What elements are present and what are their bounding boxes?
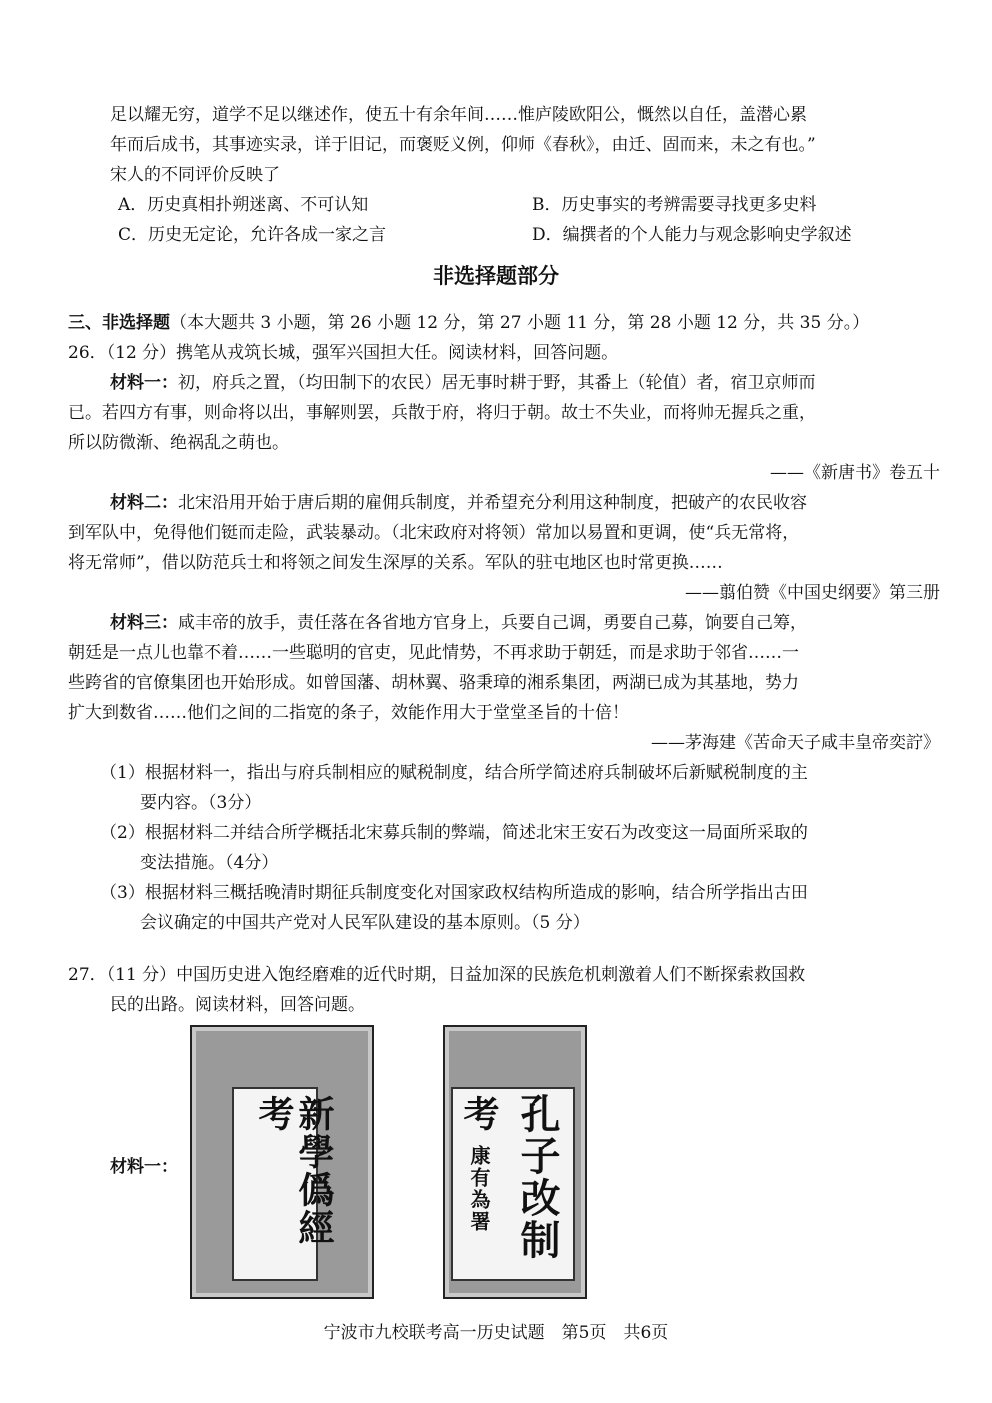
q26-material-3-line-4: 扩大到数省……他们之间的二指宽的条子，效能作用大于堂堂圣旨的十倍！	[68, 703, 629, 723]
option-b: B．历史事实的考辨需要寻找更多史料	[532, 195, 817, 215]
q26-material-3-line-3: 些跨省的官僚集团也开始形成。如曾国藩、胡林翼、骆秉璋的湘系集团，两湖已成为其基地，势力	[68, 673, 799, 693]
q26-material-2-line-1	[110, 488, 807, 518]
q26-material-2-label: 材料二：	[110, 493, 178, 513]
q26-material-1-text-1: 初，府兵之置，（均田制下的农民）居无事时耕于野，其番上（轮值）者，宿卫京师而	[178, 373, 816, 393]
q27-head-line-2: 民的出路。阅读材料，回答问题。	[110, 995, 365, 1015]
q26-question-1-line-2: 要内容。（3分）	[140, 793, 262, 813]
q26-material-3-line-2: 朝廷是一点儿也靠不着……一些聪明的官吏，见此情势，不再求助于朝廷，而是求助于邻省……一	[68, 643, 799, 663]
q27-head-line-1: 27．（11 分）中国历史进入饱经磨难的近代时期，日益加深的民族危机刺激着人们不断探索救国救	[68, 965, 806, 985]
section-3-heading	[68, 308, 869, 338]
q26-material-3-source: ——茅海建《苦命天子咸丰皇帝奕詝》	[651, 733, 940, 753]
book-1-title: 新學僞經考	[253, 1095, 335, 1247]
q26-material-1-line-3: 所以防微渐、绝祸乱之萌也。	[68, 433, 289, 453]
option-d: D．编撰者的个人能力与观念影响史学叙述	[532, 225, 852, 245]
q26-question-2-line-1: （2）根据材料二并结合所学概括北宋募兵制的弊端，简述北宋王安石为改变这一局面所采取的	[100, 823, 808, 843]
intro-line-1: 足以耀无穷，道学不足以继述作，使五十有余年间……惟庐陵欧阳公，慨然以自任，盖潜心累	[110, 105, 807, 125]
q26-question-2-line-2: 变法措施。（4分）	[140, 853, 279, 873]
q26-material-2-line-2: 到军队中，免得他们铤而走险，武装暴动。（北宋政府对将领）常加以易置和更调，使“兵无常将，	[68, 523, 800, 543]
q26-question-3-line-2: 会议确定的中国共产党对人民军队建设的基本原则。（5 分）	[140, 913, 590, 933]
book-2-author: 康有為署	[467, 1145, 491, 1233]
section-3-text: （本大题共 3 小题，第 26 小题 12 分，第 27 小题 11 分，第 28 小题 12 分，共 35 分。）	[170, 313, 870, 333]
book-2-title-slip	[451, 1087, 575, 1281]
book-cover-xinxue-weijing-kao	[190, 1025, 374, 1299]
option-a: A．历史真相扑朔迷离、不可认知	[118, 195, 369, 215]
option-c: C．历史无定论，允许各成一家之言	[118, 225, 387, 245]
book-cover-kongzi-gaizhi-kao	[443, 1025, 587, 1299]
q26-material-2-source: ——翦伯赞《中国史纲要》第三册	[685, 583, 940, 603]
q26-material-2-text-1: 北宋沿用开始于唐后期的雇佣兵制度，并希望充分利用这种制度，把破产的农民收容	[178, 493, 807, 513]
q26-material-1-label: 材料一：	[110, 373, 178, 393]
q26-material-3-line-1	[110, 608, 807, 638]
q26-material-3-label: 材料三：	[110, 613, 178, 633]
q26-material-1-line-2: 已。若四方有事，则命将以出，事解则罢，兵散于府，将归于朝。故士不失业，而将帅无握兵之重，	[68, 403, 816, 423]
q26-question-1-line-1: （1）根据材料一，指出与府兵制相应的赋税制度，结合所学简述府兵制破坏后新赋税制度的主	[100, 763, 808, 783]
intro-line-3: 宋人的不同评价反映了	[110, 165, 280, 185]
q26-head: 26．（12 分）携笔从戎筑长城，强军兴国担大任。阅读材料，回答问题。	[68, 343, 619, 363]
book-2-title-side: 考	[458, 1095, 500, 1133]
page-footer: 宁波市九校联考高一历史试题 第5页 共6页	[323, 1323, 669, 1343]
book-1-title-slip	[232, 1087, 335, 1281]
q26-material-1-line-1	[110, 368, 816, 398]
section-title: 非选择题部分	[433, 263, 559, 288]
q26-material-1-source: ——《新唐书》卷五十	[770, 463, 940, 483]
q26-question-3-line-1: （3）根据材料三概括晚清时期征兵制度变化对国家政权结构所造成的影响，结合所学指出古田	[100, 883, 808, 903]
section-3-label: 三、非选择题	[68, 313, 170, 333]
q26-material-3-text-1: 咸丰帝的放手，责任落在各省地方官身上，兵要自己调，勇要自己募，饷要自己筹，	[178, 613, 807, 633]
q27-material-1-label: 材料一：	[110, 1157, 178, 1177]
intro-line-2: 年而后成书，其事迹实录，详于旧记，而褒贬义例，仰师《春秋》，由迁、固而来，未之有也。”	[110, 135, 816, 155]
book-2-title-main: 孔子改制	[514, 1093, 561, 1261]
q26-material-2-line-3: 将无常师”，借以防范兵士和将领之间发生深厚的关系。军队的驻屯地区也时常更换……	[68, 553, 723, 573]
